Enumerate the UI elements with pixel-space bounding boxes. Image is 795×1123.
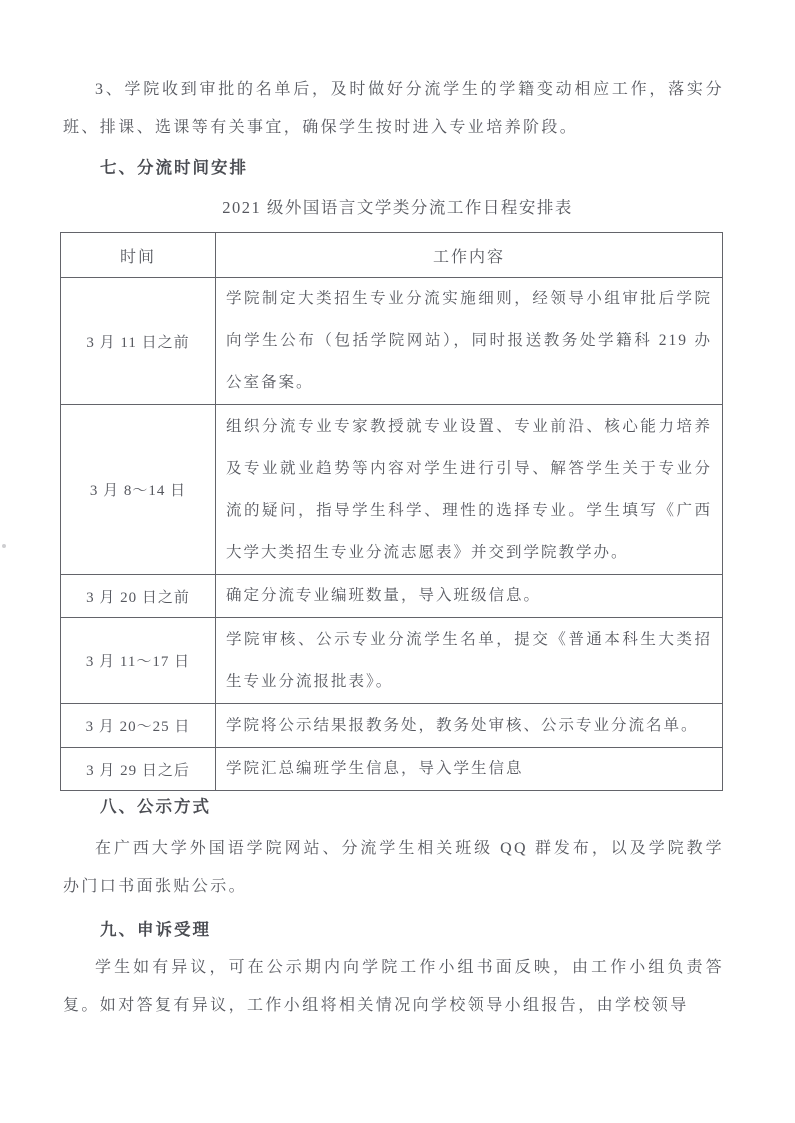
section-7-heading: 七、分流时间安排 (100, 158, 248, 177)
column-header-content: 工作内容 (216, 233, 723, 278)
table-row (61, 405, 723, 575)
row-time: 3 月 20～25 日 (61, 704, 216, 748)
row-content: 学院审核、公示专业分流学生名单，提交《普通本科生大类招生专业分流报批表》。 (216, 618, 723, 704)
row-time: 3 月 20 日之前 (61, 575, 216, 618)
table-row (61, 704, 723, 748)
section-8-paragraph: 在广西大学外国语学院网站、分流学生相关班级 QQ 群发布，以及学院教学办门口书面张贴公示。 (63, 840, 724, 895)
row-content: 组织分流专业专家教授就专业设置、专业前沿、核心能力培养及专业就业趋势等内容对学生进行引导、解答学生关于专业分流的疑问，指导学生科学、理性的选择专业。学生填写《广西大学大类招生专业分流志愿表》并交到学院教学办。 (216, 405, 723, 575)
row-content: 学院制定大类招生专业分流实施细则，经领导小组审批后学院向学生公布（包括学院网站），同时报送教务处学籍科 219 办公室备案。 (216, 278, 723, 405)
row-time: 3 月 11～17 日 (61, 618, 216, 704)
row-content: 学院将公示结果报教务处，教务处审核、公示专业分流名单。 (216, 704, 723, 748)
schedule-table (60, 232, 723, 791)
table-row (61, 618, 723, 704)
scan-artifact-dot (2, 544, 6, 548)
table-header-row (61, 233, 723, 278)
row-time: 3 月 8～14 日 (61, 405, 216, 575)
table-row (61, 748, 723, 791)
schedule-table-title: 2021 级外国语言文学类分流工作日程安排表 (222, 198, 573, 217)
paragraph-item-3: 3、学院收到审批的名单后，及时做好分流学生的学籍变动相应工作，落实分班、排课、选课等有关事宜，确保学生按时进入专业培养阶段。 (63, 81, 724, 136)
section-9-heading: 九、申诉受理 (100, 920, 211, 939)
row-content: 确定分流专业编班数量，导入班级信息。 (216, 575, 723, 618)
section-9-paragraph: 学生如有异议，可在公示期内向学院工作小组书面反映，由工作小组负责答复。如对答复有异议，工作小组将相关情况向学校领导小组报告，由学校领导 (63, 959, 724, 1014)
row-time: 3 月 11 日之前 (61, 278, 216, 405)
row-content: 学院汇总编班学生信息，导入学生信息 (216, 748, 723, 791)
table-row (61, 278, 723, 405)
row-time: 3 月 29 日之后 (61, 748, 216, 791)
table-row (61, 575, 723, 618)
column-header-time: 时间 (61, 233, 216, 278)
section-8-heading: 八、公示方式 (100, 797, 211, 816)
